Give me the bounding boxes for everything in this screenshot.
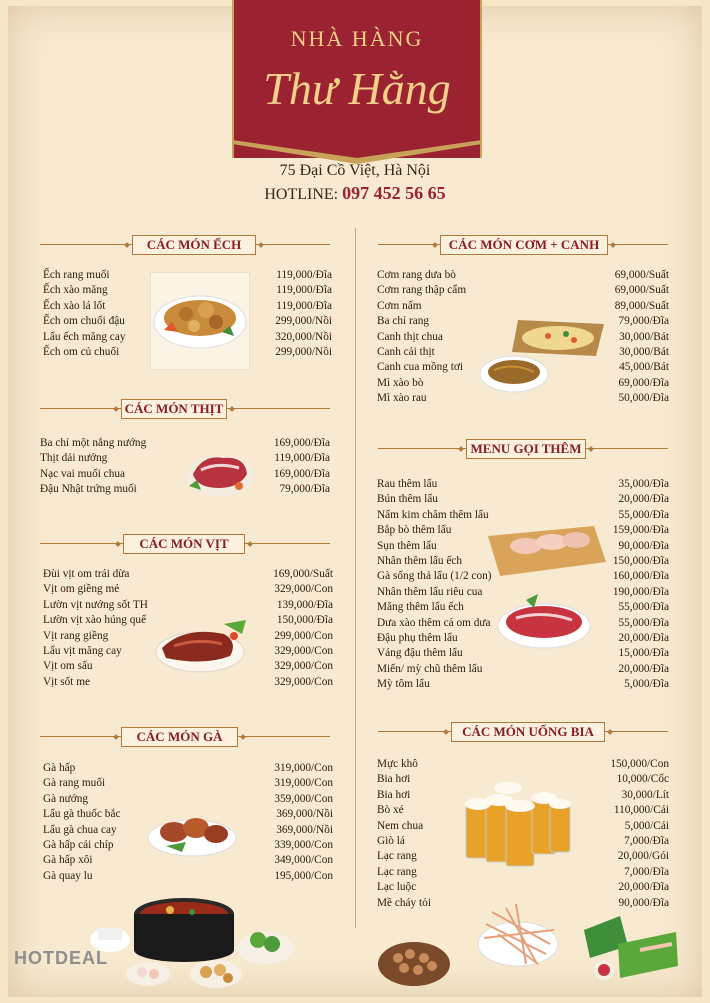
menu-item-name: Mì xào bò <box>377 376 424 389</box>
menu-item-price: 369,000/Nồi <box>276 808 333 821</box>
menu-item-price: 299,000/Nồi <box>275 346 332 358</box>
menu-item-name: Ếch rang muối <box>43 269 110 281</box>
menu-item-price: 195,000/Con <box>274 869 333 882</box>
section-title-thit: CÁC MÓN THỊT <box>121 399 227 419</box>
menu-item-price: 329,000/Con <box>274 675 333 688</box>
menu-item-price: 79,000/Đĩa <box>279 483 330 496</box>
menu-item-price: 30,000/Bát <box>619 346 669 358</box>
menu-item-price: 89,000/Suất <box>614 299 669 312</box>
menu-item-price: 55,000/Đĩa <box>618 508 669 521</box>
menu-item-price: 69,000/Suất <box>614 284 669 297</box>
menu-item-name: Bắp bò thêm lẩu <box>377 524 452 537</box>
menu-item-price: 79,000/Đĩa <box>618 315 669 328</box>
menu-item-name: Bia hơi <box>377 773 411 786</box>
menu-item-price: 119,000/Đĩa <box>274 452 330 465</box>
menu-item-name: Ba chỉ một nắng nướng <box>40 437 147 449</box>
menu-item-name: Nạc vai muối chua <box>40 467 126 480</box>
menu-item-name: Canh cua mồng tơi <box>377 361 463 374</box>
section-title-com: CÁC MÓN CƠM + CANH <box>440 235 608 255</box>
menu-item-name: Gà hấp <box>43 762 76 774</box>
menu-item-price: 20,000/Gói <box>617 850 669 863</box>
menu-item-row <box>377 283 669 298</box>
menu-item-name: Mực khô <box>377 758 418 770</box>
menu-item-name: Gà rang muối <box>43 777 106 790</box>
menu-item-price: 45,000/Bát <box>619 361 669 374</box>
nem-gio-image <box>580 910 680 986</box>
menu-item-row <box>43 598 333 613</box>
menu-item-price: 359,000/Con <box>274 792 333 805</box>
menu-item-name: Bún thêm lẩu <box>377 493 438 506</box>
menu-item-price: 169,000/Đĩa <box>273 467 330 480</box>
chicken-dish-image <box>146 806 238 858</box>
menu-item-name: Rau thêm lẩu <box>377 478 438 490</box>
menu-item-price: 30,000/Lít <box>621 788 669 801</box>
menu-item-name: Đậu Nhật trứng muối <box>40 483 137 496</box>
menu-item-name: Gà nướng <box>43 792 89 805</box>
menu-item-row <box>43 792 333 807</box>
menu-item-row <box>43 869 333 884</box>
banner-tail-icon <box>232 140 482 164</box>
menu-item-price: 150,000/Đĩa <box>612 555 669 567</box>
menu-item-row <box>43 776 333 791</box>
menu-item-price: 169,000/Suất <box>273 568 333 580</box>
menu-item-name: Lườn vịt xào húng quế <box>43 614 147 627</box>
menu-item-price: 139,000/Đĩa <box>276 598 333 611</box>
menu-item-price: 55,000/Đĩa <box>618 601 669 614</box>
menu-item-price: 319,000/Con <box>274 762 333 774</box>
menu-item-name: Nhân thêm lẩu ếch <box>377 555 463 567</box>
duck-dish-image <box>154 612 250 674</box>
menu-item-row <box>377 662 669 677</box>
section-title-ga: CÁC MÓN GÀ <box>121 727 238 747</box>
menu-item-price: 299,000/Nồi <box>275 315 332 328</box>
menu-item-price: 5,000/Đĩa <box>624 678 669 691</box>
menu-item-price: 50,000/Đĩa <box>618 392 669 405</box>
menu-item-name: Miến/ mỳ chũ thêm lẩu <box>377 662 483 675</box>
menu-item-price: 7,000/Đĩa <box>624 835 669 847</box>
menu-item-price: 20,000/Đĩa <box>618 881 669 894</box>
menu-item-price: 339,000/Con <box>274 839 333 851</box>
menu-item-row <box>377 880 669 895</box>
menu-item-price: 299,000/Con <box>274 629 333 642</box>
menu-item-name: Cơm nấm <box>377 299 422 312</box>
menu-item-row <box>377 757 669 772</box>
menu-item-name: Đùi vịt om trái dừa <box>43 568 130 580</box>
menu-item-price: 20,000/Đĩa <box>618 662 669 675</box>
hotline-number: 097 452 56 65 <box>342 183 446 203</box>
hotpot-extras-image <box>486 514 606 650</box>
menu-item-price: 319,000/Con <box>274 777 333 790</box>
dried-squid-image <box>476 894 560 976</box>
menu-item-price: 320,000/Nồi <box>275 330 332 343</box>
menu-item-price: 150,000/Con <box>610 758 669 770</box>
menu-item-price: 150,000/Đĩa <box>276 614 333 627</box>
menu-item-row <box>43 761 333 776</box>
menu-item-name: Gà quay lu <box>43 869 93 882</box>
menu-item-price: 20,000/Đĩa <box>618 493 669 506</box>
menu-item-price: 369,000/Nồi <box>276 823 333 836</box>
menu-item-price: 159,000/Đĩa <box>612 524 669 537</box>
column-divider <box>355 228 356 928</box>
section-title-vit: CÁC MÓN VỊT <box>123 534 245 554</box>
menu-item-price: 329,000/Con <box>274 583 333 596</box>
hotline-label: HOTLINE: <box>264 186 339 203</box>
menu-item-price: 119,000/Đĩa <box>276 299 332 312</box>
section-title-bia: CÁC MÓN UỐNG BIA <box>451 722 605 742</box>
menu-item-price: 55,000/Đĩa <box>618 616 669 629</box>
menu-item-name: Đậu phụ thêm lẩu <box>377 632 458 644</box>
menu-item-name: Vịt rang giềng <box>43 629 109 642</box>
menu-item-price: 35,000/Đĩa <box>618 478 669 490</box>
menu-item-price: 69,000/Suất <box>614 269 669 281</box>
menu-item-name: Lạc luộc <box>377 881 417 894</box>
menu-item-price: 349,000/Con <box>274 854 333 867</box>
menu-item-name: Lạc rang <box>377 850 417 863</box>
menu-item-price: 7,000/Đĩa <box>624 865 669 878</box>
hotpot-spread-image <box>88 888 298 996</box>
menu-item-name: Thịt dải nướng <box>40 452 108 465</box>
menu-item-row <box>43 582 333 597</box>
menu-item-price: 110,000/Cái <box>613 804 669 817</box>
menu-item-row <box>43 675 333 690</box>
menu-item-name: Váng đậu thêm lẩu <box>377 647 463 660</box>
menu-item-name: Ếch xào lá lốt <box>43 299 106 312</box>
menu-item-name: Vịt sốt me <box>43 675 91 688</box>
menu-item-name: Măng thêm lẩu ếch <box>377 601 464 614</box>
menu-item-name: Lườn vịt nướng sốt TH <box>43 598 148 611</box>
peanuts-image <box>374 934 454 990</box>
menu-item-name: Lẩu vịt măng cay <box>43 645 122 657</box>
menu-item-name: Ba chỉ rang <box>377 315 430 328</box>
menu-item-row <box>377 677 669 692</box>
menu-item-price: 119,000/Đĩa <box>276 284 332 297</box>
menu-item-name: Ếch xào măng <box>43 284 108 297</box>
menu-item-name: Bò xé <box>377 804 404 817</box>
menu-item-name: Giò lá <box>377 835 405 847</box>
menu-item-name: Lẩu gà thuốc bắc <box>43 808 121 821</box>
menu-item-price: 329,000/Con <box>274 645 333 657</box>
menu-item-price: 15,000/Đĩa <box>618 647 669 660</box>
menu-item-name: Mỳ tôm lẩu <box>377 678 430 691</box>
menu-item-name: Mì xào rau <box>377 392 427 405</box>
restaurant-prefix: NHÀ HÀNG <box>290 26 424 51</box>
menu-item-price: 10,000/Cốc <box>616 773 669 786</box>
menu-item-name: Canh cải thịt <box>377 346 435 358</box>
menu-item-name: Cơm rang dưa bò <box>377 269 456 281</box>
frog-dish-image <box>150 272 250 370</box>
rice-dish-image <box>478 310 606 396</box>
section-title-goi: MENU GỌI THÊM <box>466 439 586 459</box>
menu-item-name: Lạc rang <box>377 865 417 878</box>
menu-item-name: Mề cháy tỏi <box>377 896 431 909</box>
menu-item-name: Vịt om sấu <box>43 660 93 673</box>
restaurant-banner <box>232 0 482 158</box>
menu-item-name: Gà hấp cải chíp <box>43 839 114 851</box>
menu-item-name: Lẩu gà chua cay <box>43 823 117 836</box>
menu-item-name: Vịt om giềng mẻ <box>43 583 120 596</box>
menu-item-price: 5,000/Cái <box>624 819 669 832</box>
menu-item-name: Nem chua <box>377 819 424 832</box>
menu-item-row <box>377 268 669 283</box>
section-title-ech: CÁC MÓN ẾCH <box>132 235 256 255</box>
watermark-logo <box>14 948 108 969</box>
menu-item-name: Canh thịt chua <box>377 330 443 343</box>
menu-item-name: Sụn thêm lẩu <box>377 539 437 552</box>
hotline <box>0 183 710 204</box>
menu-item-price: 90,000/Đĩa <box>618 896 669 909</box>
menu-item-price: 20,000/Đĩa <box>618 632 669 644</box>
menu-item-name: Cơm rang thập cẩm <box>377 284 467 297</box>
menu-item-price: 30,000/Bát <box>619 330 669 343</box>
menu-item-row <box>43 567 333 582</box>
menu-item-name: Gà hấp xôi <box>43 854 93 867</box>
menu-item-name: Ếch om chuối đậu <box>43 315 125 328</box>
menu-item-price: 329,000/Con <box>274 660 333 673</box>
menu-item-price: 90,000/Đĩa <box>618 539 669 552</box>
menu-item-row <box>377 477 669 492</box>
menu-item-price: 190,000/Đĩa <box>612 585 669 598</box>
menu-item-price: 160,000/Đĩa <box>612 570 669 583</box>
menu-item-name: Gà sống thả lẩu (1/2 con) <box>377 570 492 583</box>
restaurant-address: 75 Đại Cồ Việt, Hà Nội <box>279 162 431 179</box>
watermark-text: HOTDEAL <box>14 948 108 968</box>
menu-item-name: Dưa xào thêm cá om dưa <box>377 616 491 629</box>
beer-glasses-image <box>462 778 574 870</box>
menu-item-price: 169,000/Đĩa <box>273 437 330 449</box>
menu-item-price: 69,000/Đĩa <box>618 376 669 389</box>
menu-item-name: Nhân thêm lẩu riêu cua <box>377 585 483 598</box>
menu-item-row <box>377 492 669 507</box>
menu-item-name: Bia hơi <box>377 788 411 801</box>
menu-item-name: Ếch om củ chuối <box>43 346 120 358</box>
restaurant-name: Thư Hằng <box>263 63 451 114</box>
pork-dish-image <box>183 444 257 500</box>
menu-item-name: Nấm kim châm thêm lẩu <box>377 508 489 521</box>
menu-item-price: 119,000/Đĩa <box>276 269 332 281</box>
menu-item-name: Lẩu ếch măng cay <box>43 330 126 343</box>
